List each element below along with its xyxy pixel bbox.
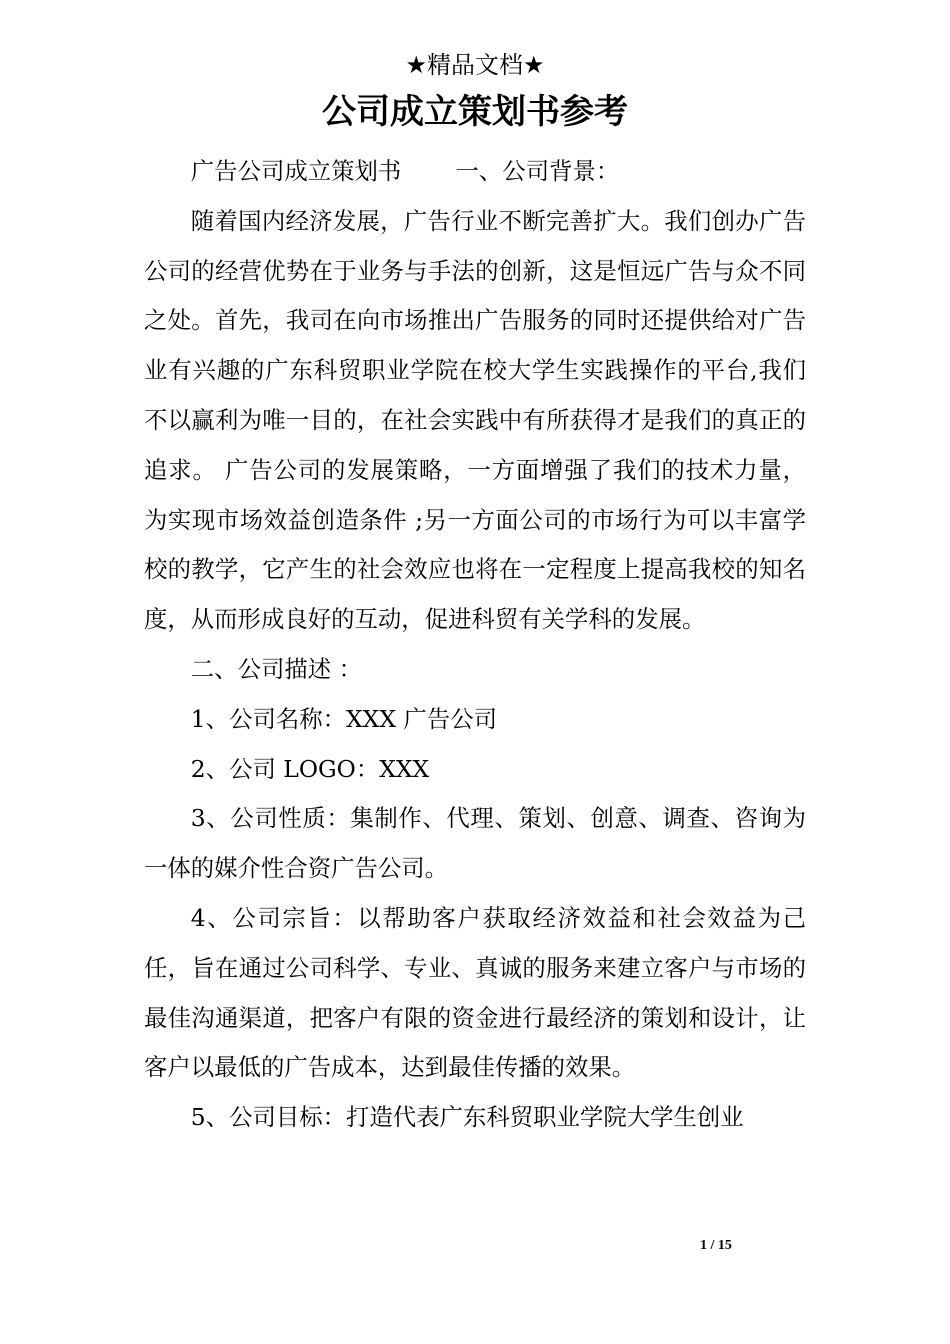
document-body <box>144 147 806 1143</box>
paragraph-company-purpose: 4、公司宗旨：以帮助客户获取经济效益和社会效益为己任，旨在通过公司科学、专业、真诚的服务来建立客户与市场的最佳沟通渠道，把客户有限的资金进行最经济的策划和设计，让客户以最低的广告成本，达到最佳传播的效果。 <box>144 903 806 1082</box>
paragraph-company-logo: 2、公司 LOGO：XXX <box>190 754 430 783</box>
paragraph-background: 随着国内经济发展，广告行业不断完善扩大。我们创办广告公司的经营优势在于业务与手法的创新，这是恒远广告与众不同之处。首先，我司在向市场推出广告服务的同时还提供给对广告业有兴趣的广东科贸职业学院在校大学生实践操作的平台,我们不以赢利为唯一目的，在社会实践中有所获得才是我们的真正的追求。 广告公司的发展策略，一方面增强了我们的技术力量，为实现市场效益创造条件 ;另一方面公司的市场行为可以丰富学校的教学，它产生的社会效应也将在一定程度上提高我校的知名度，从而形成良好的互动，促进科贸有关学科的发展。 <box>144 206 806 634</box>
paragraph-section-two-heading: 二、公司描述 ： <box>190 654 362 683</box>
document-title: 公司成立策划书参考 <box>322 92 628 132</box>
paragraph-company-goal: 5、公司目标：打造代表广东科贸职业学院大学生创业 <box>190 1103 744 1132</box>
paragraph-intro: 广告公司成立策划书 一、公司背景： <box>190 157 620 185</box>
paragraph-company-nature: 3、公司性质：集制作、代理、策划、创意、调查、咨询为一体的媒介性合资广告公司。 <box>144 804 806 883</box>
paragraph-company-name: 1、公司名称：XXX 广告公司 <box>190 704 497 733</box>
document-header: ★精品文档★ <box>405 51 545 79</box>
page-number: 1 / 15 <box>700 1238 732 1253</box>
